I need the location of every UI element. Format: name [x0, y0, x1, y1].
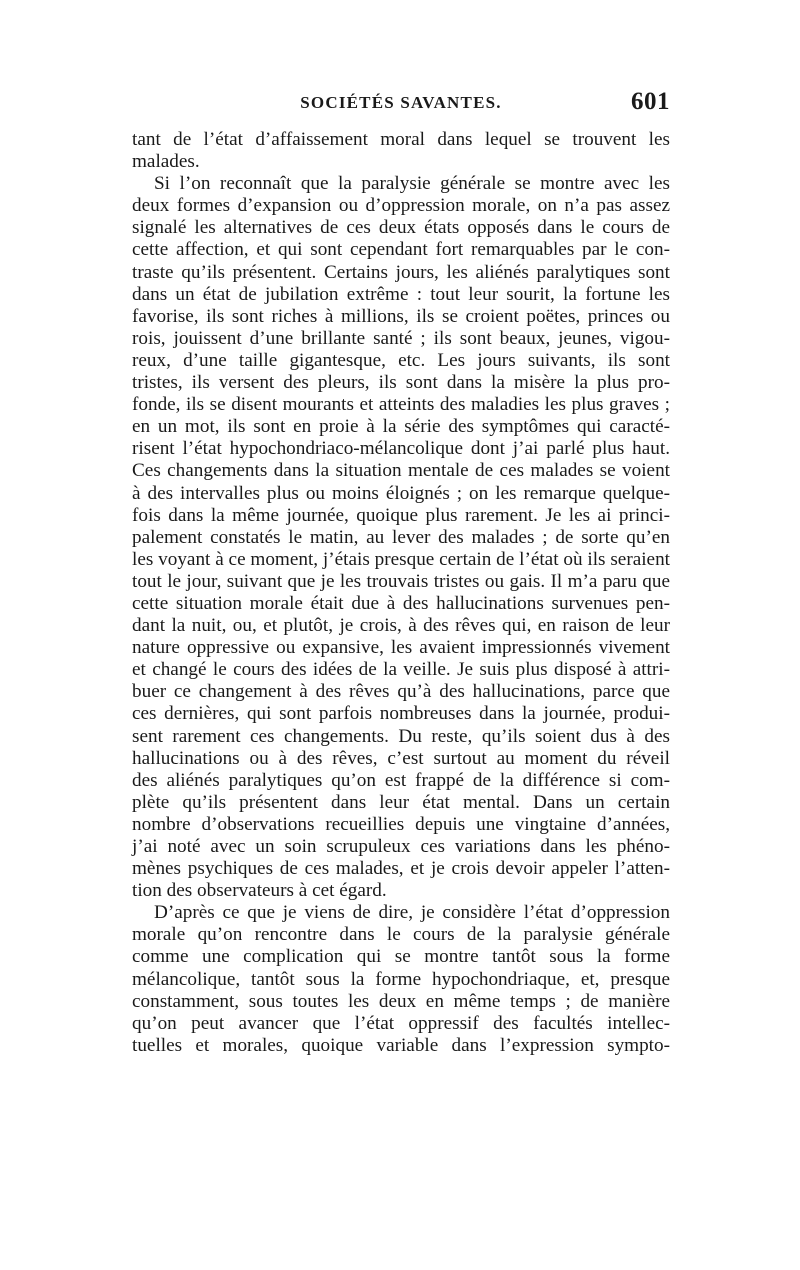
text-line: deux formes d’expansion ou d’oppression morale, on n’a pas assez	[132, 195, 670, 217]
text-line: palement constatés le matin, au lever des malades ; de sorte qu’en	[132, 526, 670, 548]
text-line: tristes, ils versent des pleurs, ils sont dans la misère la plus pro-	[132, 372, 670, 394]
running-head	[132, 88, 670, 128]
text-line: sent rarement ces changements. Du reste, qu’ils soient dus à des	[132, 725, 670, 747]
text-line: qu’on peut avancer que l’état oppressif des facultés intellec-	[132, 1012, 670, 1034]
text-line: dans un état de jubilation extrême : tout leur sourit, la fortune les	[132, 283, 670, 305]
text-line: nombre d’observations recueillies depuis une vingtaine d’années,	[132, 813, 670, 835]
text-line: fois dans la même journée, quoique plus rarement. Je les ai princi-	[132, 504, 670, 526]
text-line: traste qu’ils présentent. Certains jours, les aliénés paralytiques sont	[132, 261, 670, 283]
text-line: risent l’état hypochondriaco-mélancolique dont j’ai parlé plus haut.	[132, 438, 670, 460]
text-line: à des intervalles plus ou moins éloignés ; on les remarque quelque-	[132, 482, 670, 504]
running-title: SOCIÉTÉS SAVANTES.	[300, 93, 502, 112]
text-line: j’ai noté avec un soin scrupuleux ces variations dans les phéno-	[132, 836, 670, 857]
text-line: fonde, ils se disent mourants et atteints des maladies les plus graves ;	[132, 394, 670, 416]
text-line: D’après ce que je viens de dire, je considère l’état d’oppression	[154, 902, 670, 924]
text-line: comme une complication qui se montre tantôt sous la forme	[132, 946, 670, 968]
text-line: les voyant à ce moment, j’étais presque certain de l’état où ils seraient	[132, 548, 670, 570]
text-line: cette situation morale était due à des hallucinations survenues pen-	[132, 592, 670, 614]
text-line: en un mot, ils sont en proie à la série des symptômes qui caracté-	[132, 416, 670, 438]
text-line: tuelles et morales, quoique variable dans l’expression sympto-	[132, 1034, 670, 1056]
text-line: favorise, ils sont riches à millions, ils se croient poëtes, princes ou	[132, 305, 670, 327]
text-line: hallucinations ou à des rêves, c’est surtout au moment du réveil	[132, 747, 670, 769]
text-line: cette affection, et qui sont cependant fort remarquables par le con-	[132, 239, 670, 261]
text-line: rois, jouissent d’une brillante santé ; ils sont beaux, jeunes, vigou-	[132, 327, 670, 349]
page-number: 601	[631, 88, 670, 115]
text-line: malades.	[132, 151, 200, 173]
text-line: Si l’on reconnaît que la paralysie générale se montre avec les	[154, 173, 670, 195]
text-line: buer ce changement à des rêves qu’à des hallucinations, parce que	[132, 681, 670, 703]
text-line: ces dernières, qui sont parfois nombreuses dans la journée, produi-	[132, 703, 670, 725]
text-line: tion des observateurs à cet égard.	[132, 880, 387, 902]
text-line: tout le jour, suivant que je les trouvais tristes ou gais. Il m’a paru que	[132, 570, 670, 592]
text-line: tant de l’état d’affaissement moral dans lequel se trouvent les	[132, 129, 670, 150]
text-line: plète qu’ils présentent dans leur état mental. Dans un certain	[132, 791, 670, 813]
text-line: nature oppressive ou expansive, les avaient impressionnés vivement	[132, 637, 670, 659]
text-line: des aliénés paralytiques qu’on est frappé de la différence si com-	[132, 769, 670, 791]
text-line: reux, d’une taille gigantesque, etc. Les jours suivants, ils sont	[132, 349, 670, 371]
text-line: morale qu’on rencontre dans le cours de la paralysie générale	[132, 924, 670, 946]
text-line: signalé les alternatives de ces deux états opposés dans le cours de	[132, 217, 670, 239]
text-line: et changé le cours des idées de la veille. Je suis plus disposé à attri-	[132, 659, 670, 681]
text-line: constamment, sous toutes les deux en même temps ; de manière	[132, 990, 670, 1012]
text-line: mènes psychiques de ces malades, et je crois devoir appeler l’atten-	[132, 858, 670, 880]
text-line: dant la nuit, ou, et plutôt, je crois, à des rêves qui, en raison de leur	[132, 615, 670, 637]
body-text	[132, 129, 670, 1057]
text-line: Ces changements dans la situation mentale de ces malades se voient	[132, 460, 670, 482]
text-line: mélancolique, tantôt sous la forme hypochondriaque, et, presque	[132, 968, 670, 990]
